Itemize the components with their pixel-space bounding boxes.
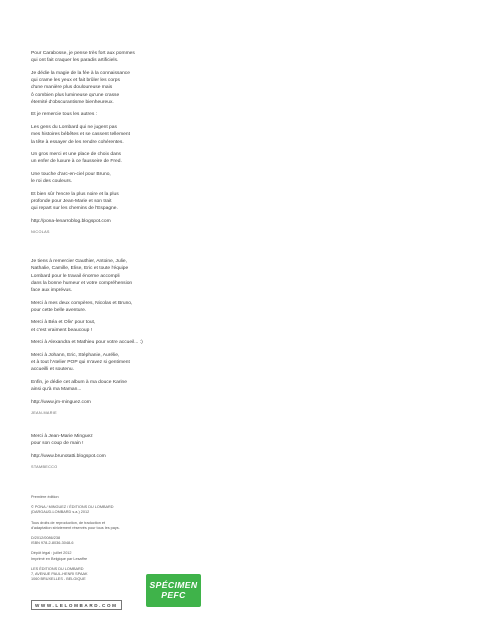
dedication-paragraph: Merci à Jean-Marie Minguez pour son coup de main ! [31,434,93,447]
publisher-address: LES ÉDITIONS DU LOMBARD 7, AVENUE PAUL-HENRI SPAAK 1060 BRUXELLES - BELGIQUE [31,566,88,582]
nicolas-dedication [31,50,181,234]
specimen-pefc-badge [146,574,201,607]
signature-jean-marie: JEAN-MARIE [31,411,57,416]
badge-line-pefc: PEFC [161,589,186,600]
publisher-website: WWW.LELOMBARD.COM [31,600,122,610]
legal-deposit-note: Dépôt légal : juillet 2012 Imprimé en Belgique par Lesaffre [31,551,88,561]
author-url: http://www.brunotatti.blogspot.com [31,453,106,459]
author-url: http://www.jm-minguez.com [31,399,91,405]
dedication-paragraph: Merci à mes deux compères, Nicolas et Bruno, pour cette belle aventure. [31,300,133,313]
dedication-paragraph: Les gens du Lombard qui ne jugent pas mes histoires bébêtes et se cassent tellement la tête à essayer de les rendre cohérentes. [31,124,130,145]
dedication-paragraph: Et je remercie tous les autres : [31,112,98,118]
jean-marie-dedication [31,258,181,415]
badge-line-specimen: SPÉCIMEN [149,579,198,590]
dedication-paragraph: Une touche d'arc-en-ciel pour Bruno, le roi des couleurs. [31,171,111,185]
dedication-paragraph: Merci à Johann, Eric, Stéphanie, Aurélie, et à tout l'Atelier POP qui m'avez si gentiment accueilli et soutenu. [31,352,130,373]
author-url: http://pona-lenarroblog.blogspot.com [31,218,111,224]
edition-note: Première édition [31,495,59,499]
signature-stambecco: STAMBECCO [31,465,58,470]
signature-nicolas: NICOLAS [31,230,50,235]
dedication-paragraph: Je tiens à remercier Gauthier, Antoine, Julie, Nathalie, Camille, Elise, Eric et toute l'équipe Lombard pour le travail énorme accompli dans la bonne humeur et votre compréhension face aux imprévus. [31,259,133,294]
isbn-note: D/2012/0086/238 ISBN 978-2-8036-3048-6 [31,536,74,546]
stambecco-dedication [31,433,181,469]
dedication-paragraph: Et bien sûr l'encre la plus noire et la plus profonde pour Jean-Marie et son trait qui repart sur les chemins de l'Espagne. [31,191,119,212]
dedication-paragraph: Je dédie la magie de la fée à la connaissance qui crame les yeux et fait brûler les corps d'une manière plus douloureuse mais ô combien plus lumineuse qu'une crasse éternité d'obscurantisme bienheureux. [31,70,130,105]
dedication-paragraph: Merci à Alexandra et Mathieu pour votre accueil... :) [31,340,143,346]
dedication-paragraph: Un gros merci et une place de choix dans un enfer de luxure à ce fausseire de Fred. [31,152,122,165]
rights-note: Tous droits de reproduction, de traduction et d'adaptation strictement réservés pour tous les pays. [31,520,120,530]
copyright-note: © PONA / MINGUEZ / ÉDITIONS DU LOMBARD (DARGAUD-LOMBARD s.a.) 2012 [31,505,114,515]
dedication-paragraph: Enfin, je dédie cet album à ma douce Karine ainsi qu'à ma Maman... [31,379,127,393]
dedication-paragraph: Pour Carabosse, je pense très fort aux pommes qui ont fait craquer les paradis artificiels. [31,51,135,64]
dedication-paragraph: Merci à Béa et Oliv' pour tout, et c'est vraiment beaucoup ! [31,320,96,333]
